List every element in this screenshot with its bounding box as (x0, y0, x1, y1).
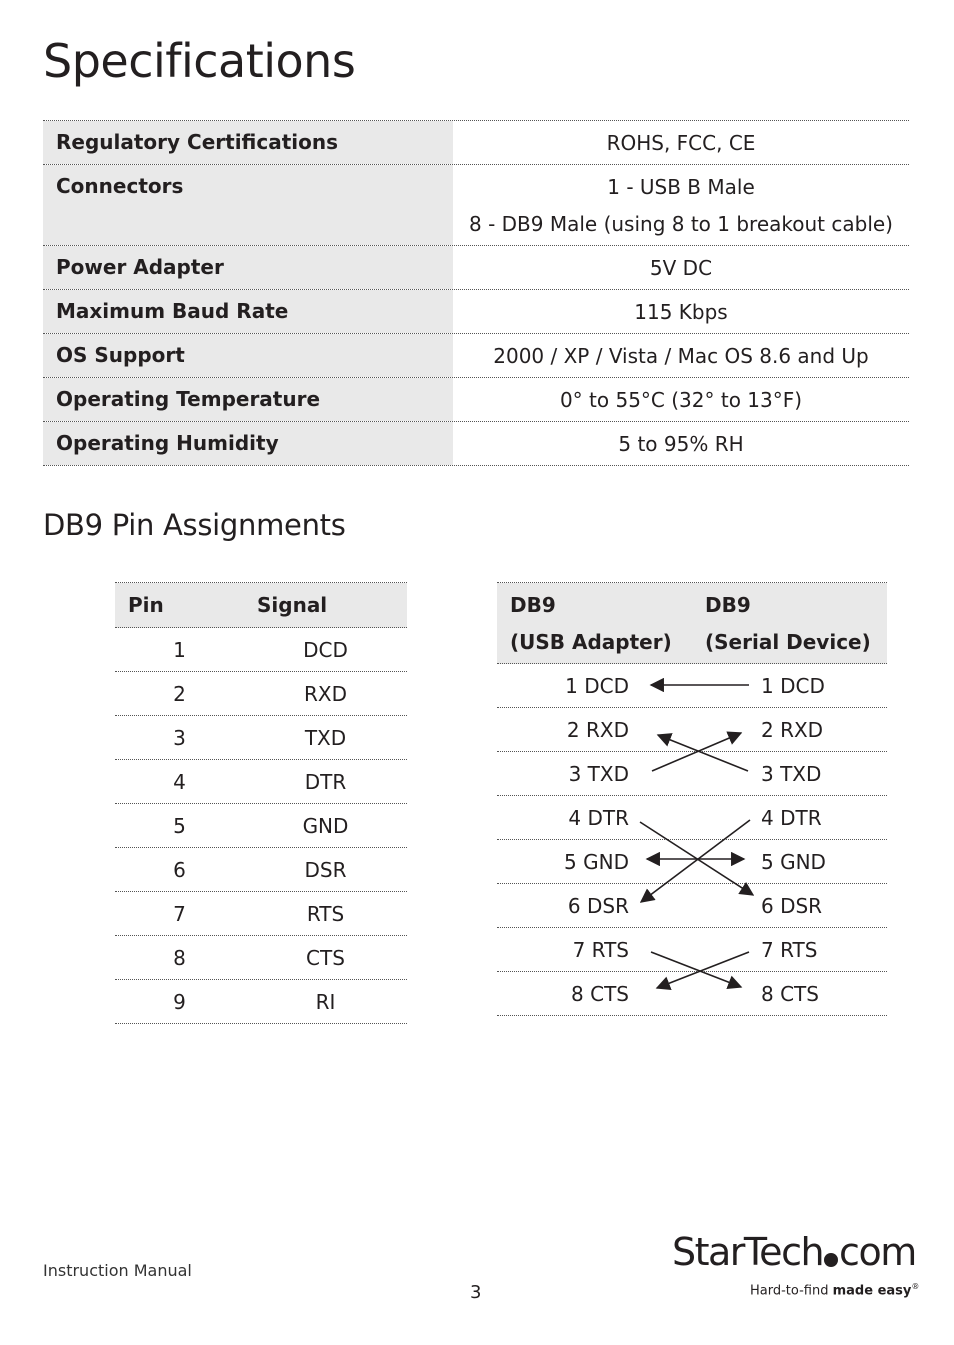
txd-to-rxd-reverse-wire (658, 735, 748, 771)
spec-row (43, 378, 909, 422)
startech-logo (672, 1230, 920, 1310)
spec-label: Maximum Baud Rate (43, 290, 453, 333)
spec-value: 5V DC (649, 256, 713, 280)
table-row: 3 TXD (115, 716, 407, 760)
spec-label: Power Adapter (43, 246, 453, 289)
table-row: 2 RXD (115, 672, 407, 716)
table-row: 6 DSR 6 DSR (497, 884, 887, 928)
spec-value: 0° to 55°C (32° to 13°F) (559, 388, 803, 412)
table-row: 4 DTR 4 DTR (497, 796, 887, 840)
serial-device-header: DB9 (Serial Device) (705, 593, 871, 654)
logo-wordmark: StarTech com (672, 1230, 916, 1274)
table-row: 7 RTS 7 RTS (497, 928, 887, 972)
logo-dot-icon (824, 1253, 838, 1267)
spec-value: 5 to 95% RH (618, 432, 744, 456)
specifications-table (43, 120, 909, 466)
table-row: 5 GND 5 GND (497, 840, 887, 884)
table-row: 3 TXD 3 TXD (497, 752, 887, 796)
spec-value: 1 - USB B Male 8 - DB9 Male (using 8 to 1 breakout cable) (468, 175, 893, 236)
table-row: 5 GND (115, 804, 407, 848)
spec-row (43, 165, 909, 246)
table-row: 1 DCD (115, 628, 407, 672)
spec-value: 2000 / XP / Vista / Mac OS 8.6 and Up (493, 344, 869, 368)
table-row: 8 CTS 8 CTS (497, 972, 887, 1016)
section-title: DB9 Pin Assignments (43, 508, 346, 542)
spec-value: 115 Kbps (634, 300, 728, 324)
spec-row (43, 334, 909, 378)
footer-label: Instruction Manual (43, 1261, 192, 1280)
wiring-diagram (497, 582, 887, 1022)
page-title: Specifications (43, 34, 356, 88)
spec-row (43, 290, 909, 334)
table-row: 6 DSR (115, 848, 407, 892)
spec-row (43, 422, 909, 466)
pin-table (115, 582, 407, 1024)
page-number: 3 (470, 1282, 482, 1303)
pin-table-header (115, 583, 407, 628)
spec-value: ROHS, FCC, CE (606, 131, 756, 155)
table-row: 4 DTR (115, 760, 407, 804)
spec-label: Operating Humidity (43, 422, 453, 465)
spec-row (43, 246, 909, 290)
table-row: 1 DCD 1 DCD (497, 664, 887, 708)
spec-row (43, 121, 909, 165)
pin-header: Pin (128, 593, 164, 617)
table-row: 9 RI (115, 980, 407, 1024)
spec-label: Connectors (43, 165, 453, 245)
spec-label: OS Support (43, 334, 453, 377)
signal-header: Signal (257, 593, 328, 617)
table-row: 7 RTS (115, 892, 407, 936)
table-row: 8 CTS (115, 936, 407, 980)
usb-adapter-header: DB9 (USB Adapter) (510, 593, 672, 654)
logo-tagline: Hard-to-find made easy® (750, 1282, 920, 1299)
spec-label: Operating Temperature (43, 378, 453, 421)
table-row: 2 RXD 2 RXD (497, 708, 887, 752)
spec-label: Regulatory Certifications (43, 121, 453, 164)
rts-to-cts-wire (651, 952, 741, 987)
cts-from-rts-wire (657, 952, 749, 988)
